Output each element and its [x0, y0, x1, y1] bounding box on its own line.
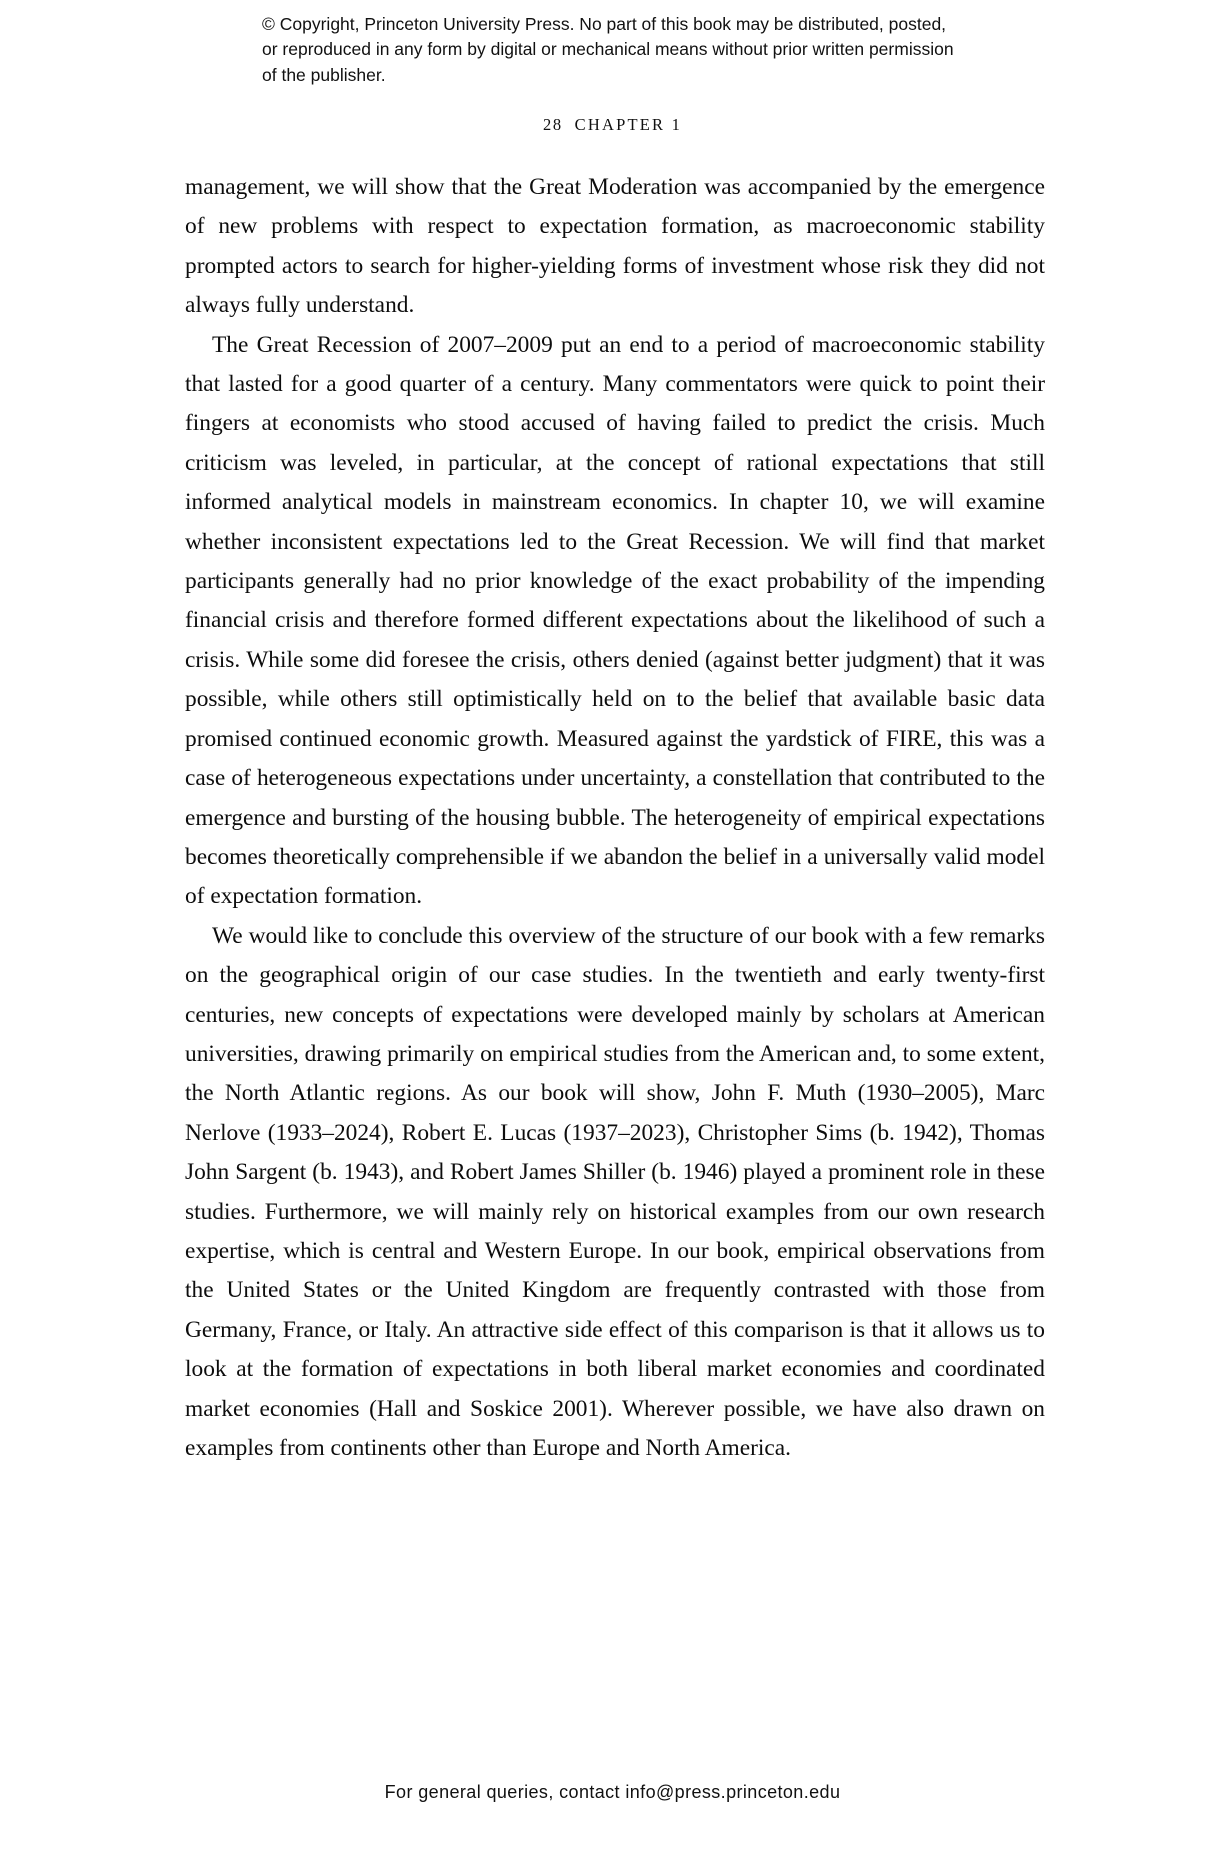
page-number: 28	[542, 115, 563, 134]
running-head	[0, 115, 1225, 135]
paragraph: The Great Recession of 2007–2009 put an end to a period of macroeconomic stability that lasted for a good quarter of a century. Many commentators were quick to point their fingers at economists who stood accused of having failed to predict the crisis. Much criticism was leveled, in particular, at the concept of rational expectations that still informed analytical models in mainstream economics. In chapter 10, we will examine whether inconsistent expectations led to the Great Recession. We will find that market participants generally had no prior knowledge of the exact probability of the impending financial crisis and therefore formed different expectations about the likelihood of such a crisis. While some did foresee the crisis, others denied (against better judgment) that it was possible, while others still optimistically held on to the belief that available basic data promised continued economic growth. Measured against the yardstick of FIRE, this was a case of heterogeneous expectations under uncertainty, a constellation that contributed to the emergence and bursting of the housing bubble. The heterogeneity of empirical expectations becomes theoretically comprehensible if we abandon the belief in a universally valid model of expectation formation.	[185, 331, 1045, 910]
body-text	[185, 168, 1045, 1468]
paragraph: management, we will show that the Great Moderation was accompanied by the emergence of new problems with respect to expectation formation, as macroeconomic stability prompted actors to search for higher-yielding forms of investment whose risk they did not always fully understand.	[185, 174, 1045, 319]
general-queries-footer: For general queries, contact info@press.princeton.edu	[384, 1782, 841, 1802]
paragraph: We would like to conclude this overview of the structure of our book with a few remarks on the geographical origin of our case studies. In the twentieth and early twenty-first centuries, new concepts of expectations were developed mainly by scholars at American universities, drawing primarily on empirical studies from the American and, to some extent, the North Atlantic regions. As our book will show, John F. Muth (1930–2005), Marc Nerlove (1933–2024), Robert E. Lucas (1937–2023), Christopher Sims (b. 1942), Thomas John Sargent (b. 1943), and Robert James Shiller (b. 1946) played a prominent role in these studies. Furthermore, we will mainly rely on historical examples from our own research expertise, which is central and Western Europe. In our book, empirical observations from the United States or the United Kingdom are frequently contrasted with those from Germany, France, or Italy. An attractive side effect of this comparison is that it allows us to look at the formation of expectations in both liberal market economies and coordinated market economies (Hall and Soskice 2001). Wherever possible, we have also drawn on examples from continents other than Europe and North America.	[185, 922, 1045, 1461]
chapter-label: CHAPTER 1	[574, 115, 683, 134]
copyright-notice: © Copyright, Princeton University Press. No part of this book may be distributed, posted, or reproduced in any form by digital or mechanical means without prior written permission of the publisher.	[262, 14, 954, 85]
